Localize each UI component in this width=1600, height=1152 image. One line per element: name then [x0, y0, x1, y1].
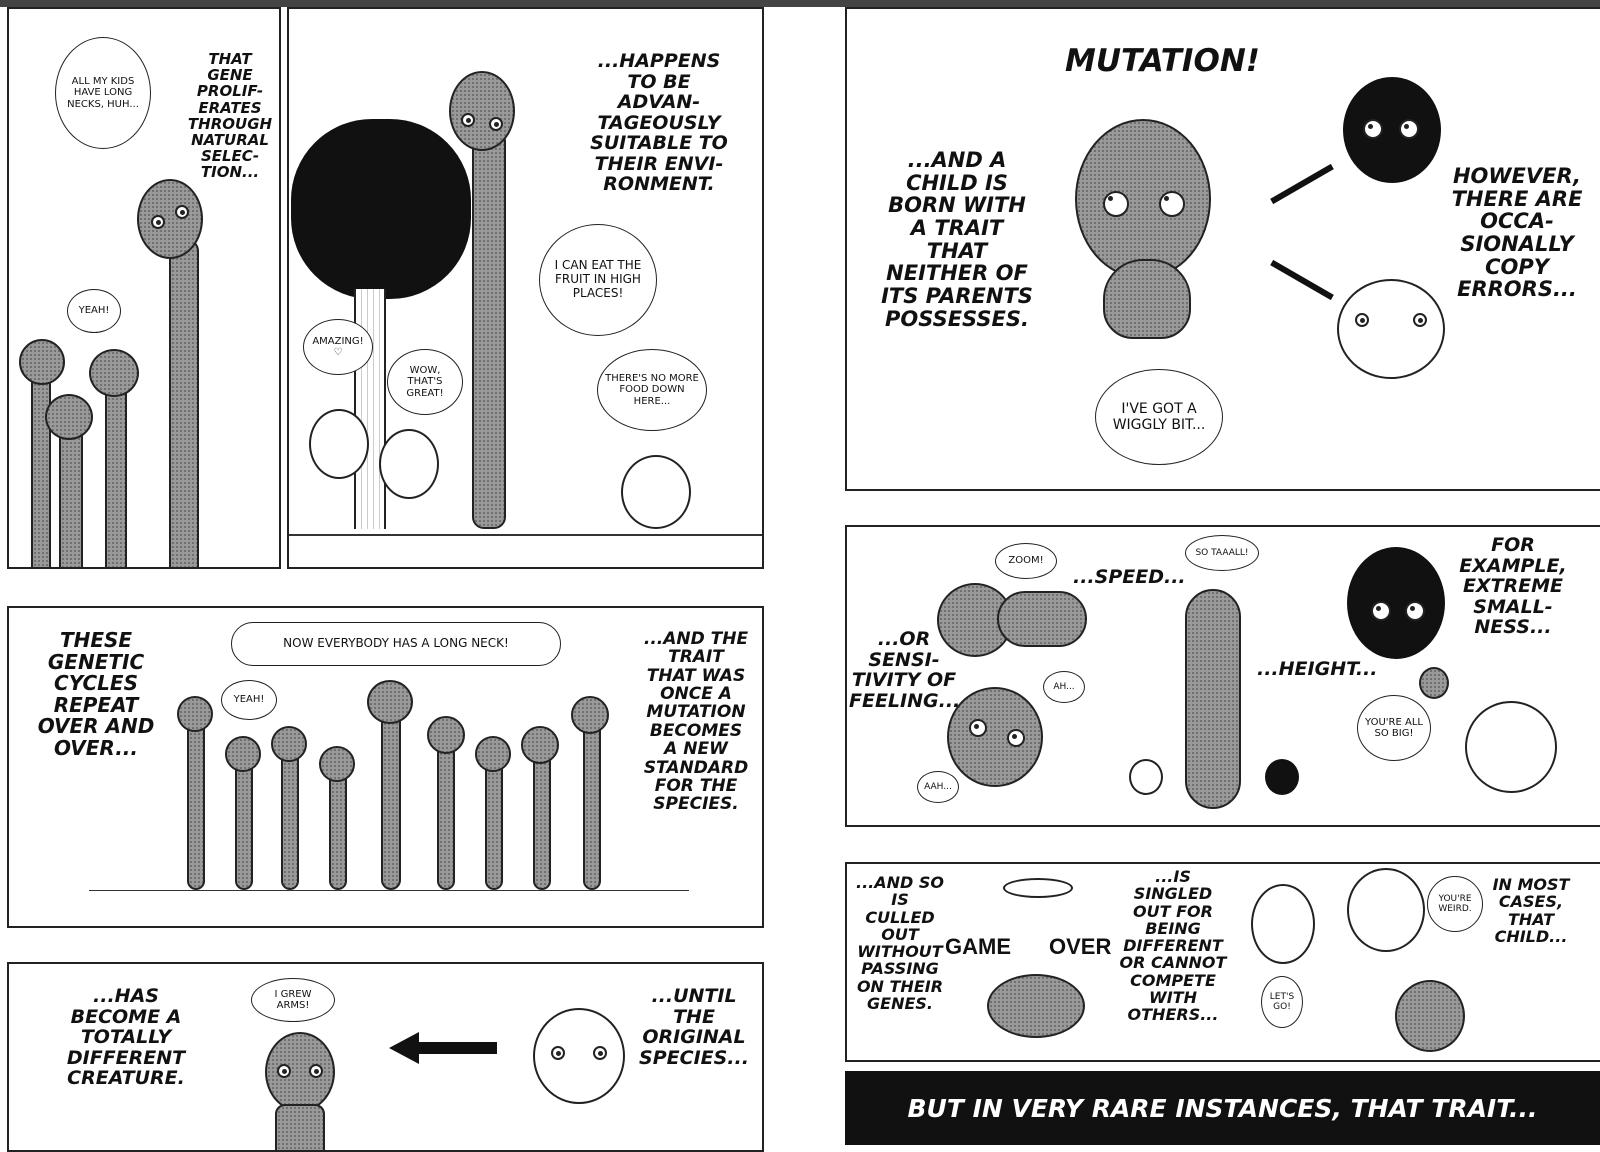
small-black-creature	[1265, 759, 1299, 795]
white-creature	[1347, 868, 1425, 952]
small-white-creature	[1129, 759, 1163, 795]
narration: ...HAS BECOME A TOTALLY DIFFERENT CREATURE.	[66, 985, 186, 1090]
mutation-title: MUTATION!	[1065, 43, 1260, 79]
mutant-wiggly-tail	[1103, 259, 1191, 339]
narration: ...IS SINGLED OUT FOR BEING DIFFERENT OR CANNOT COMPETE WITH OTHERS...	[1119, 867, 1227, 1025]
panel-culled	[845, 862, 1600, 1062]
game-over-game: GAME	[945, 934, 1011, 959]
arrow-icon	[1270, 260, 1334, 300]
speech-bubble: AMAZING! ♡	[303, 319, 373, 375]
creature-neck	[187, 718, 205, 890]
narration: THESE GENETIC CYCLES REPEAT OVER AND OVER...	[37, 628, 155, 760]
creature-neck	[533, 748, 551, 890]
speech-bubble: WOW, THAT'S GREAT!	[387, 349, 463, 415]
creature-head	[45, 394, 93, 440]
speech-bubble: AH...	[1043, 671, 1085, 703]
mutant-creature-head	[1075, 119, 1211, 279]
speech-bubble: AAH...	[917, 771, 959, 803]
white-creature	[1251, 884, 1315, 964]
creature-head	[571, 696, 609, 734]
speech-bubble: I CAN EAT THE FRUIT IN HIGH PLACES!	[539, 224, 657, 336]
creature-neck	[437, 738, 455, 890]
speech-bubble: YEAH!	[221, 680, 277, 720]
halo-icon	[1003, 878, 1073, 898]
fast-creature-blur	[997, 591, 1087, 647]
narration: ...AND THE TRAIT THAT WAS ONCE A MUTATION BECOMES A NEW STANDARD FOR THE SPECIES.	[643, 629, 749, 815]
speech-bubble: I GREW ARMS!	[251, 978, 335, 1022]
narration: HOWEVER, THERE ARE OCCA-SIONALLY COPY ERRORS...	[1451, 164, 1583, 302]
gray-creature	[1395, 980, 1465, 1052]
creature-head	[521, 726, 559, 764]
creature-head	[449, 71, 515, 151]
creature-head	[137, 179, 203, 259]
creature-neck	[235, 758, 253, 890]
tall-creature	[1185, 589, 1241, 809]
panel-genetic-cycles	[7, 606, 764, 928]
creature-neck	[169, 239, 199, 569]
creature-head	[427, 716, 465, 754]
narration: ...HAPPENS TO BE ADVAN-TAGEOUSLY SUITABLE TO THEIR ENVI-RONMENT.	[590, 50, 728, 196]
panel-trait-examples	[845, 525, 1600, 827]
creature-head	[177, 696, 213, 732]
speech-bubble: ZOOM!	[995, 543, 1057, 579]
height-label: ...HEIGHT...	[1257, 658, 1378, 680]
black-parent-creature	[1343, 77, 1441, 183]
black-creature	[1347, 547, 1445, 659]
creature-head	[225, 736, 261, 772]
speech-bubble: THERE'S NO MORE FOOD DOWN HERE...	[597, 349, 707, 431]
defeated-creature	[987, 974, 1085, 1038]
speech-bubble: LET'S GO!	[1261, 976, 1303, 1028]
arrow-left-icon	[389, 1032, 419, 1064]
speed-label: ...SPEED...	[1073, 566, 1186, 588]
arrow-icon	[1270, 164, 1334, 204]
original-species-creature	[533, 1008, 625, 1104]
tree-canopy	[291, 119, 471, 299]
creature-neck	[583, 718, 601, 890]
narration: ...OR SENSI-TIVITY OF FEELING...	[849, 628, 961, 712]
creature-neck	[472, 129, 506, 529]
narration: THAT GENE PROLIF-ERATES THROUGH NATURAL SELEC-TION...	[187, 50, 273, 182]
narration-banner: BUT IN VERY RARE INSTANCES, THAT TRAIT...	[845, 1071, 1600, 1145]
creature-head	[89, 349, 139, 397]
speech-bubble: ALL MY KIDS HAVE LONG NECKS, HUH...	[55, 37, 151, 149]
speech-bubble: I'VE GOT A WIGGLY BIT...	[1095, 369, 1223, 465]
panel-long-neck-kids	[7, 7, 281, 569]
panel-different-creature	[7, 962, 764, 1152]
creature-neck	[381, 708, 401, 890]
ground-line	[89, 890, 689, 891]
top-bar	[0, 0, 1600, 7]
narration: ...AND A CHILD IS BORN WITH A TRAIT THAT NEITHER OF ITS PARENTS POSSESSES.	[881, 148, 1033, 331]
panel-fruit-tree	[287, 7, 764, 569]
narration: ...UNTIL THE ORIGINAL SPECIES...	[639, 985, 749, 1069]
white-parent-creature	[1337, 279, 1445, 379]
speech-bubble: NOW EVERYBODY HAS A LONG NECK!	[231, 622, 561, 666]
creature-face	[379, 429, 439, 499]
speech-bubble: YOU'RE WEIRD.	[1427, 876, 1483, 932]
big-round-creature	[1465, 701, 1557, 793]
creature-head	[319, 746, 355, 782]
sad-creature-face	[621, 455, 691, 529]
creature-neck	[281, 748, 299, 890]
arrow-shaft	[417, 1042, 497, 1054]
narration: IN MOST CASES, THAT CHILD...	[1492, 875, 1570, 946]
creature-neck	[105, 379, 127, 569]
crying-creature	[947, 687, 1043, 787]
narration: ...AND SO IS CULLED OUT WITHOUT PASSING ON THEIR GENES.	[856, 873, 944, 1013]
game-over-over: OVER	[1049, 934, 1112, 959]
creature-head	[19, 339, 65, 385]
creature-neck	[485, 758, 503, 890]
creature-neck	[31, 369, 51, 569]
creature-head	[367, 680, 413, 724]
creature-neck	[329, 768, 347, 890]
creature-neck	[59, 419, 83, 569]
narration: FOR EXAMPLE, EXTREME SMALL-NESS...	[1459, 534, 1567, 639]
creature-head	[475, 736, 511, 772]
speech-bubble: YEAH!	[67, 289, 121, 333]
creature-face	[309, 409, 369, 479]
tiny-creature	[1419, 667, 1449, 699]
speech-bubble: SO TAAALL!	[1185, 535, 1259, 571]
creature-with-arms	[265, 1032, 335, 1112]
speech-bubble: YOU'RE ALL SO BIG!	[1357, 695, 1431, 761]
creature-head	[271, 726, 307, 762]
ground-line	[289, 534, 764, 536]
panel-mutation	[845, 7, 1600, 491]
